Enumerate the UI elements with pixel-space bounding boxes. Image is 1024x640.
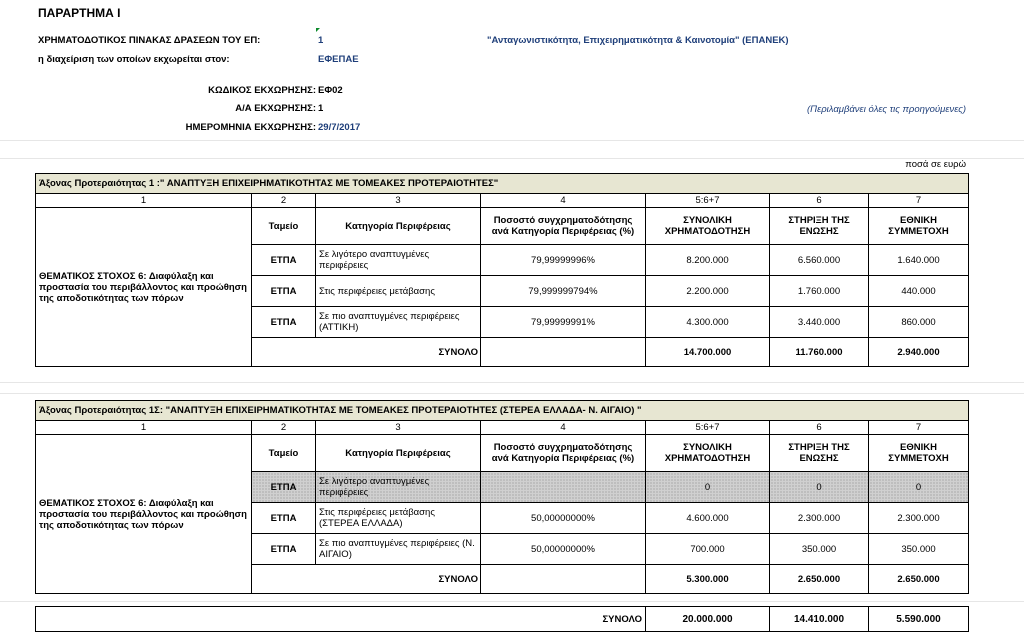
program-name: "Ανταγωνιστικότητα, Επιχειρηματικότητα & Καινοτομία" (ΕΠΑΝΕΚ) [487,35,789,46]
section-total-eu: 2.650.000 [770,565,869,594]
total-cell: 2.200.000 [646,276,770,307]
grand-total-national: 5.590.000 [869,607,969,632]
national-cell: 860.000 [869,307,969,338]
col-number: 5:6+7 [646,194,770,208]
eu-cell: 1.760.000 [770,276,869,307]
fund-cell: ΕΤΠΑ [252,472,316,503]
total-cell: 8.200.000 [646,245,770,276]
total-cell: 700.000 [646,534,770,565]
section-total-eu: 11.760.000 [770,338,869,367]
program-number: 1 [318,35,324,46]
header-total-funding: ΣΥΝΟΛΙΚΗ ΧΡΗΜΑΤΟΔΟΤΗΣΗ [646,208,770,245]
rate-cell: 50,00000000% [481,534,646,565]
header-national: ΕΘΝΙΚΗ ΣΥΜΜΕΤΟΧΗ [869,435,969,472]
empty-cell [481,338,646,367]
eu-cell: 3.440.000 [770,307,869,338]
fund-cell: ΕΤΠΑ [252,276,316,307]
managed-label: η διαχείριση των οποίων εκχωρείται στον: [38,54,230,65]
col-number: 2 [252,194,316,208]
section-total-national: 2.940.000 [869,338,969,367]
col-number: 6 [770,421,869,435]
fund-cell: ΕΤΠΑ [252,245,316,276]
category-cell: Στις περιφέρειες μετάβασης [316,276,481,307]
header-eu-support: ΣΤΗΡΙΞΗ ΤΗΣ ΕΝΩΣΗΣ [770,208,869,245]
header-region-category: Κατηγορία Περιφέρειας [316,208,481,245]
category-cell: Σε λιγότερο αναπτυγμένες περιφέρειες [316,245,481,276]
grand-total-value: 20.000.000 [646,607,770,632]
national-cell: 0 [869,472,969,503]
fund-cell: ΕΤΠΑ [252,534,316,565]
grand-total-eu: 14.410.000 [770,607,869,632]
rate-cell: 79,999999794% [481,276,646,307]
rate-cell [481,472,646,503]
grand-total-table [35,606,969,632]
header-total-funding: ΣΥΝΟΛΙΚΗ ΧΡΗΜΑΤΟΔΟΤΗΣΗ [646,435,770,472]
priority-axis-table-1 [35,173,969,367]
axis-title: Άξονας Προτεραιότητας 1Σ: "ΑΝΑΠΤΥΞΗ ΕΠΙΧΕΙΡΗΜΑΤΙΚΟΤΗΤΑΣ ΜΕ ΤΟΜΕΑΚΕΣ ΠΡΟΤΕΡΑΙΟΤΗΤΕΣ (ΣΤΕΡΕΑ ΕΛΛΑΔΑ- Ν. ΑΙΓΑΙΟ) " [36,401,969,421]
eu-cell: 2.300.000 [770,503,869,534]
category-cell: Σε πιο αναπτυγμένες περιφέρειες (ΑΤΤΙΚΗ) [316,307,481,338]
header-fund: Ταμείο [252,435,316,472]
category-cell: Σε πιο αναπτυγμένες περιφέρειες (Ν. ΑΙΓΑΙΟ) [316,534,481,565]
seq-note: (Περιλαμβάνει όλες τις προηγούμενες) [807,104,966,115]
fund-cell: ΕΤΠΑ [252,503,316,534]
col-number: 1 [36,194,252,208]
total-cell: 4.600.000 [646,503,770,534]
header-eu-support: ΣΤΗΡΙΞΗ ΤΗΣ ΕΝΩΣΗΣ [770,435,869,472]
total-label: ΣΥΝΟΛΟ [252,565,481,594]
rate-cell: 50,00000000% [481,503,646,534]
code-label: ΚΩΔΙΚΟΣ ΕΚΧΩΡΗΣΗΣ: [208,85,316,96]
thematic-objective: ΘΕΜΑΤΙΚΟΣ ΣΤΟΧΟΣ 6: Διαφύλαξη και προστασία του περιβάλλοντος και προώθηση της αποδοτικότητας των πόρων [36,435,252,594]
code-value: ΕΦ02 [318,85,343,96]
section-total: 5.300.000 [646,565,770,594]
seq-label: Α/Α ΕΚΧΩΡΗΣΗΣ: [235,103,316,114]
category-cell: Σε λιγότερο αναπτυγμένες περιφέρειες [316,472,481,503]
section-total-national: 2.650.000 [869,565,969,594]
rate-cell: 79,99999996% [481,245,646,276]
col-number: 4 [481,194,646,208]
header-fund: Ταμείο [252,208,316,245]
date-value: 29/7/2017 [318,122,361,133]
empty-cell [481,565,646,594]
thematic-objective: ΘΕΜΑΤΙΚΟΣ ΣΤΟΧΟΣ 6: Διαφύλαξη και προστασία του περιβάλλοντος και προώθηση της αποδοτικότητας των πόρων [36,208,252,367]
total-cell: 0 [646,472,770,503]
category-cell: Στις περιφέρειες μετάβασης (ΣΤΕΡΕΑ ΕΛΛΑΔΑ) [316,503,481,534]
col-number: 4 [481,421,646,435]
national-cell: 350.000 [869,534,969,565]
col-number: 3 [316,421,481,435]
program-label: ΧΡΗΜΑΤΟΔΟΤΙΚΟΣ ΠΙΝΑΚΑΣ ΔΡΑΣΕΩΝ ΤΟΥ ΕΠ: [38,35,261,46]
section-total: 14.700.000 [646,338,770,367]
col-number: 3 [316,194,481,208]
total-label: ΣΥΝΟΛΟ [252,338,481,367]
national-cell: 440.000 [869,276,969,307]
axis-title: Άξονας Προτεραιότητας 1 :" ΑΝΑΠΤΥΞΗ ΕΠΙΧΕΙΡΗΜΑΤΙΚΟΤΗΤΑΣ ΜΕ ΤΟΜΕΑΚΕΣ ΠΡΟΤΕΡΑΙΟΤΗΤΕΣ" [36,174,969,194]
col-number: 1 [36,421,252,435]
grand-total-label: ΣΥΝΟΛΟ [36,607,646,632]
eu-cell: 0 [770,472,869,503]
eu-cell: 350.000 [770,534,869,565]
managed-value: ΕΦΕΠΑΕ [318,54,359,65]
priority-axis-table-2 [35,400,969,594]
col-number: 7 [869,194,969,208]
header-rate: Ποσοστό συγχρηματοδότησης ανά Κατηγορία Περιφέρειας (%) [481,435,646,472]
header-region-category: Κατηγορία Περιφέρειας [316,435,481,472]
grand-total-row [36,607,969,632]
col-number: 6 [770,194,869,208]
cell-marker-icon [316,28,320,32]
page-title: ΠΑΡΑΡΤΗΜΑ Ι [38,6,121,20]
currency-note: ποσά σε ευρώ [905,159,966,170]
eu-cell: 6.560.000 [770,245,869,276]
col-number: 2 [252,421,316,435]
total-cell: 4.300.000 [646,307,770,338]
col-number: 5:6+7 [646,421,770,435]
header-national: ΕΘΝΙΚΗ ΣΥΜΜΕΤΟΧΗ [869,208,969,245]
date-label: ΗΜΕΡΟΜΗΝΙΑ ΕΚΧΩΡΗΣΗΣ: [185,122,316,133]
national-cell: 1.640.000 [869,245,969,276]
col-number: 7 [869,421,969,435]
national-cell: 2.300.000 [869,503,969,534]
rate-cell: 79,99999991% [481,307,646,338]
fund-cell: ΕΤΠΑ [252,307,316,338]
seq-value: 1 [318,103,324,114]
header-rate: Ποσοστό συγχρηματοδότησης ανά Κατηγορία Περιφέρειας (%) [481,208,646,245]
